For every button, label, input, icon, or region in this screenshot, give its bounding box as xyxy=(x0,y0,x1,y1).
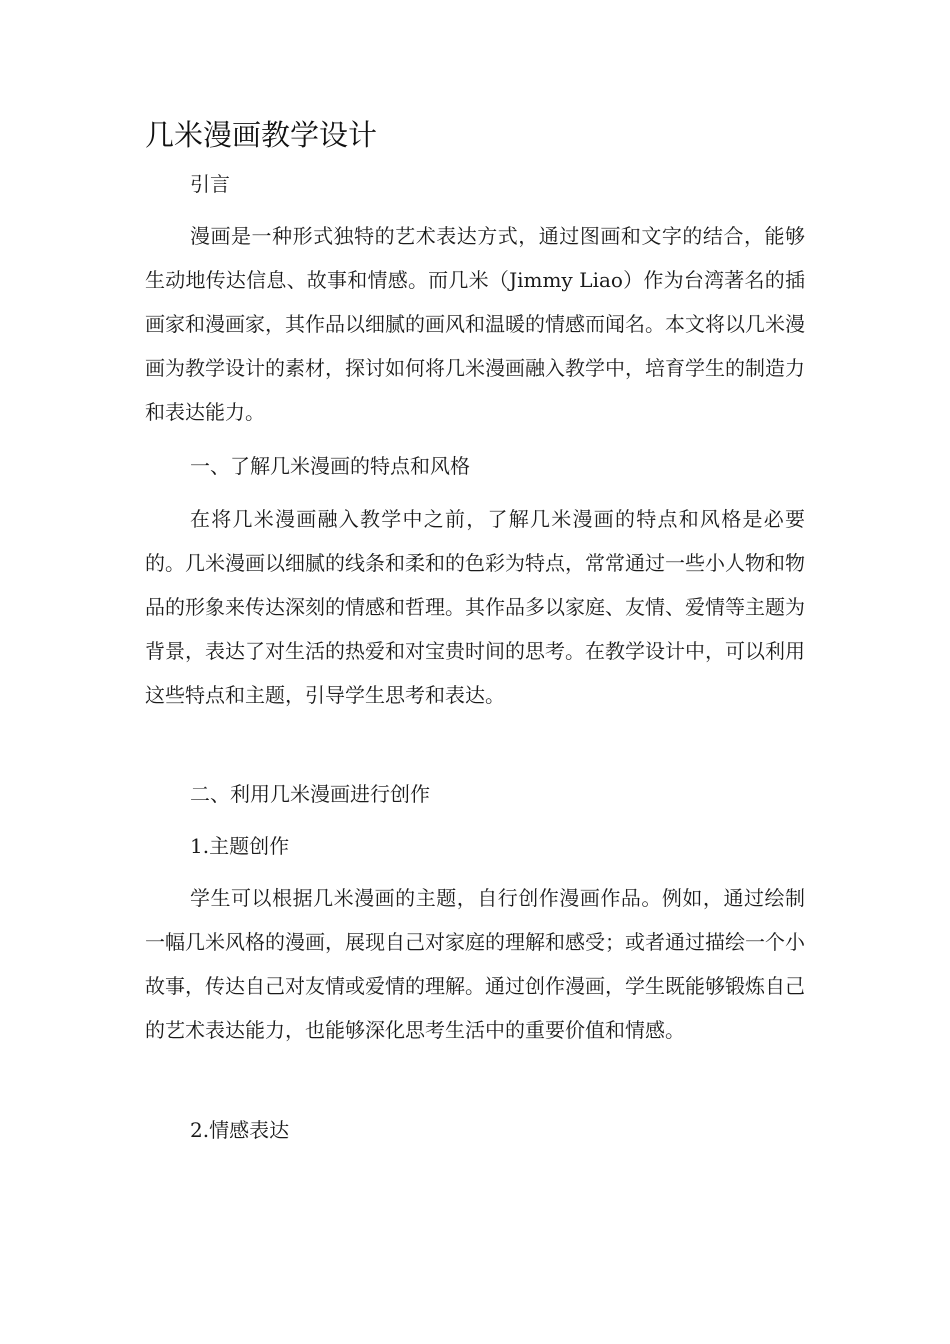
document-title: 几米漫画教学设计 xyxy=(145,118,378,152)
section2-heading: 二、利用几米漫画进行创作 xyxy=(190,782,430,806)
subsection2-heading: 2.情感表达 xyxy=(190,1118,290,1142)
intro-paragraph: 漫画是一种形式独特的艺术表达方式，通过图画和文字的结合，能够生动地传达信息、故事和情感。而几米（Jimmy Liao）作为台湾著名的插画家和漫画家，其作品以细腻的画风和温暖的情感而闻名。本文将以几米漫画为教学设计的素材，探讨如何将几米漫画融入教学中，培育学生的制造力和表达能力。 xyxy=(145,224,805,424)
subsection1-heading: 1.主题创作 xyxy=(190,834,290,858)
section1-paragraph: 在将几米漫画融入教学中之前，了解几米漫画的特点和风格是必要的。几米漫画以细腻的线条和柔和的色彩为特点，常常通过一些小人物和物品的形象来传达深刻的情感和哲理。其作品多以家庭、友情、爱情等主题为背景，表达了对生活的热爱和对宝贵时间的思考。在教学设计中，可以利用这些特点和主题，引导学生思考和表达。 xyxy=(145,507,805,707)
intro-heading: 引言 xyxy=(190,172,230,196)
subsection1-paragraph: 学生可以根据几米漫画的主题，自行创作漫画作品。例如，通过绘制一幅几米风格的漫画，展现自己对家庭的理解和感受；或者通过描绘一个小故事，传达自己对友情或爱情的理解。通过创作漫画，学生既能够锻炼自己的艺术表达能力，也能够深化思考生活中的重要价值和情感。 xyxy=(145,886,805,1042)
section1-heading: 一、了解几米漫画的特点和风格 xyxy=(190,454,470,478)
